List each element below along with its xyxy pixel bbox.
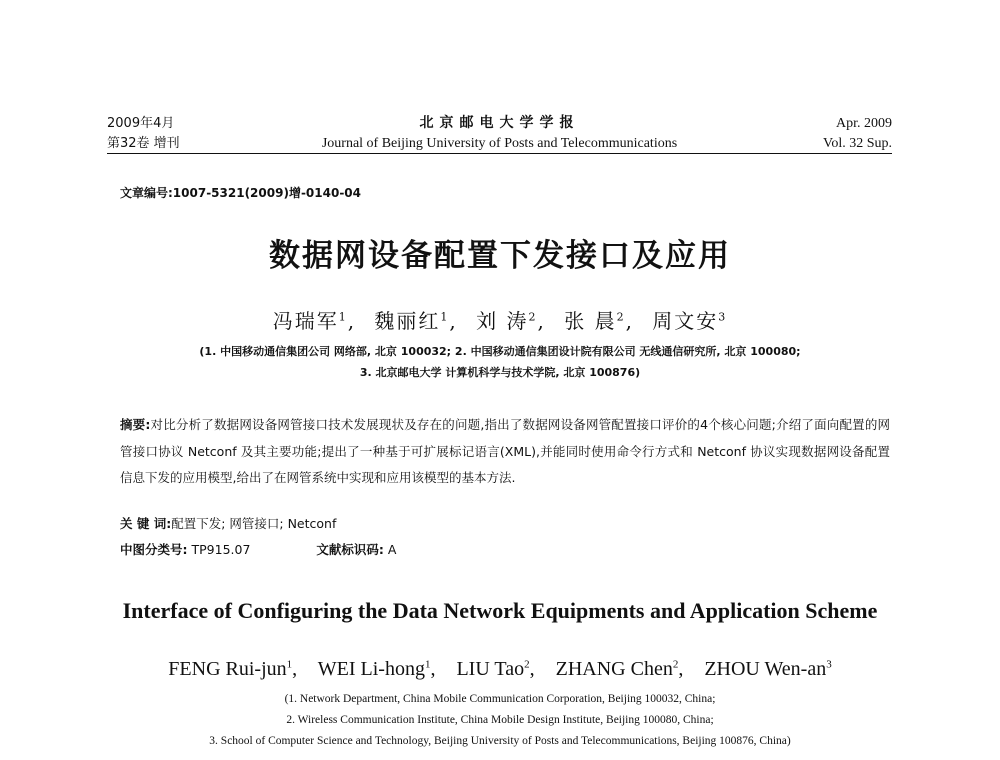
abstract-cn bbox=[120, 412, 890, 492]
header-volume-cn: 第32卷 增刊 bbox=[107, 136, 180, 151]
author-cn: 冯瑞军$^1$ bbox=[272, 309, 348, 333]
affiliation-line: 2. Wireless Communication Institute, China Mobile Design Institute, Beijing 100080, China; bbox=[286, 714, 714, 726]
keywords-text: 配置下发; 网管接口; Netconf bbox=[171, 516, 337, 531]
author-en: WEI Li-hong$^1$ bbox=[317, 658, 431, 680]
author-cn: 魏丽红$^1$ bbox=[374, 309, 450, 333]
doc-code-label: 文献标识码: bbox=[316, 542, 384, 557]
affiliation-line: 3. 北京邮电大学 计算机科学与技术学院, 北京 100876) bbox=[359, 366, 641, 379]
article-number: 文章编号:1007-5321(2009)增-0140-04 bbox=[120, 186, 362, 200]
clc-value: TP915.07 bbox=[191, 542, 251, 557]
affiliations-en bbox=[60, 689, 940, 752]
journal-name-cn: 北京邮电大学学报 bbox=[419, 115, 580, 131]
affiliation-line: (1. 中国移动通信集团公司 网络部, 北京 100032; 2. 中国移动通信集团设计院有限公司 无线通信研究所, 北京 100080; bbox=[199, 345, 801, 358]
journal-name-en: Journal of Beijing University of Posts and Telecommunications bbox=[321, 136, 678, 151]
keywords-cn bbox=[120, 514, 336, 532]
header-volume-en: Vol. 32 Sup. bbox=[823, 136, 892, 151]
abstract-label: 摘要: bbox=[120, 417, 151, 432]
author-cn: 张 晨$^2$ bbox=[564, 309, 626, 333]
author-cn: 周文安$^3$ bbox=[652, 309, 728, 333]
authors-cn: 冯瑞军$^1$, 魏丽红$^1$, 刘 涛$^2$, 张 晨$^2$, 周文安$^3$ bbox=[272, 309, 728, 333]
author-en: ZHANG Chen$^2$ bbox=[555, 658, 679, 680]
classification bbox=[120, 540, 396, 558]
author-cn: 刘 涛$^2$ bbox=[476, 309, 538, 333]
affiliation-line: (1. Network Department, China Mobile Communication Corporation, Beijing 100032, China; bbox=[284, 693, 716, 705]
title-en: Interface of Configuring the Data Network Equipments and Application Scheme bbox=[122, 598, 878, 623]
keywords-label: 关 键 词: bbox=[120, 516, 172, 531]
doc-code-value: A bbox=[387, 542, 397, 557]
author-en: FENG Rui-jun$^1$ bbox=[168, 658, 293, 680]
author-en: LIU Tao$^2$ bbox=[456, 658, 530, 680]
affiliation-line: 3. School of Computer Science and Technology, Beijing University of Posts and Telecommunications, Beijing 100876, China) bbox=[209, 735, 791, 747]
author-en: ZHOU Wen-$an^3$ bbox=[704, 658, 832, 680]
title-cn: 数据网设备配置下发接口及应用 bbox=[269, 238, 731, 274]
authors-en: FENG Rui-jun$^1$, WEI Li-hong$^1$, LIU Tao$^2$, ZHANG Chen$^2$, ZHOU Wen-$an^3$ bbox=[168, 658, 832, 680]
journal-header bbox=[107, 112, 892, 152]
affiliations-cn bbox=[100, 341, 900, 383]
header-rule bbox=[107, 153, 892, 154]
clc-label: 中图分类号: bbox=[120, 542, 188, 557]
header-date-en: Apr. 2009 bbox=[836, 116, 892, 131]
header-date-cn: 2009年4月 bbox=[107, 116, 175, 131]
abstract-text: 对比分析了数据网设备网管接口技术发展现状及存在的问题,指出了数据网设备网管配置接口评价的4个核心问题;介绍了面向配置的网管接口协议 Netconf 及其主要功能;提出了一种基于可扩展标记语言(XML),并能同时使用命令行方式和 Netconf 协议实现数据网设备配置信息下发的应用模型,给出了在网管系统中实现和应用该模型的基本方法. bbox=[120, 417, 891, 485]
